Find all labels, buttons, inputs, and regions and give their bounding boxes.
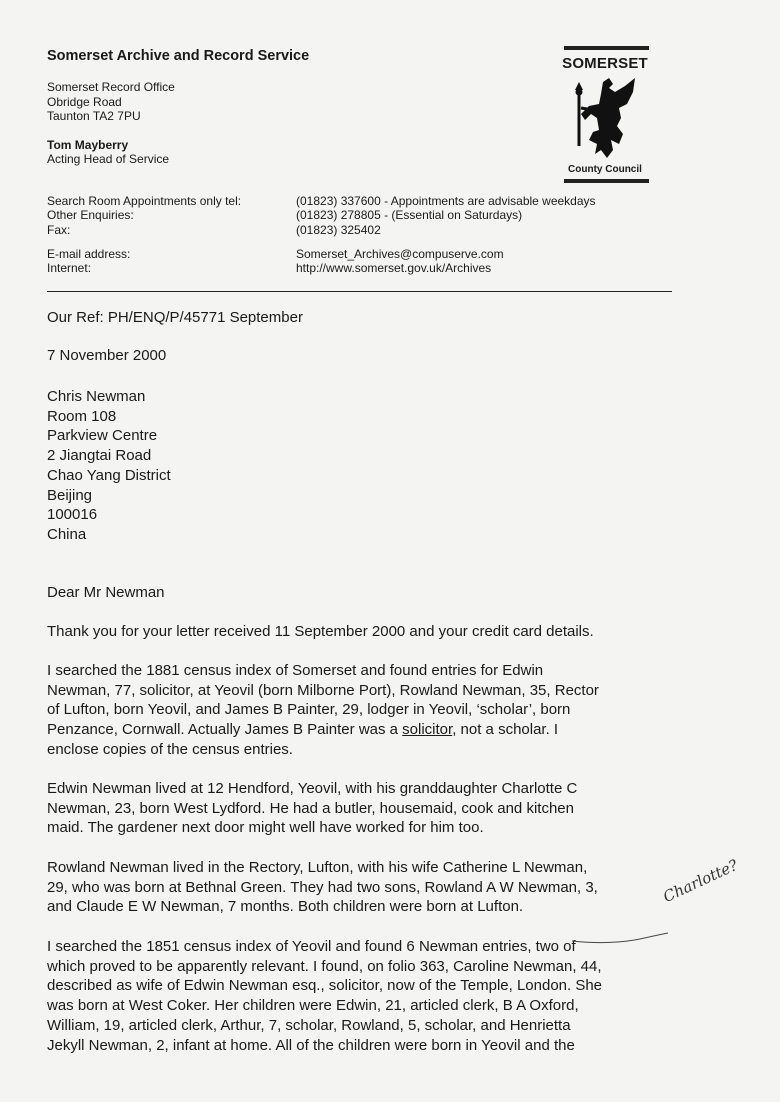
recipient-line: 2 Jiangtai Road — [47, 447, 152, 465]
contact-label: E-mail address: — [47, 246, 131, 261]
paragraph-line: described as wife of Edwin Newman esq., solicitor, now of the Temple, London. She — [47, 977, 603, 995]
paragraph-line — [47, 720, 747, 740]
text-run: , not a scholar. I — [452, 721, 559, 739]
recipient-line: Parkview Centre — [47, 427, 158, 445]
contact-row — [47, 223, 596, 237]
paragraph-line: Jekyll Newman, 2, infant at home. All of the children were born in Yeovil and the — [47, 1036, 575, 1054]
paragraph-line: of Lufton, born Yeovil, and James B Painter, 29, lodger in Yeovil, ‘scholar’, born — [47, 701, 571, 719]
text-run: Penzance, Cornwall. Actually James B Painter was a — [47, 721, 403, 739]
paragraph-edwin — [47, 779, 747, 838]
paragraph-line: maid. The gardener next door might well have worked for him too. — [47, 819, 484, 837]
letter-reference: Our Ref: PH/ENQ/P/45771 September — [47, 309, 303, 326]
paragraph-line: and Claude E W Newman, 7 months. Both children were born at Lufton. — [47, 898, 524, 916]
paragraph-rowland — [47, 855, 747, 917]
handwritten-note: Charlotte? — [660, 855, 741, 906]
contact-value: (01823) 337600 - Appointments are advisable weekdays — [296, 194, 596, 208]
contact-label: Search Room Appointments only tel: — [47, 194, 242, 208]
website-value: http://www.somerset.gov.uk/Archives — [296, 261, 492, 276]
contact-block — [47, 194, 596, 275]
paragraph-line: Edwin Newman lived at 12 Hendford, Yeovil, with his granddaughter Charlotte C — [47, 780, 578, 797]
paragraph-line: I searched the 1851 census index of Yeovil and found 6 Newman entries, two of — [47, 938, 576, 955]
contact-row — [47, 194, 596, 208]
paragraph-line: Newman, 23, born West Lydford. He had a butler, housemaid, cook and kitchen — [47, 799, 574, 817]
underlined-word: solicitor — [402, 721, 453, 739]
contact-value: (01823) 278805 - (Essential on Saturdays) — [296, 208, 523, 223]
somerset-logo — [561, 46, 649, 186]
paragraph-line: William, 19, articled clerk, Arthur, 7, scholar, Rowland, 5, scholar, and Henrietta — [47, 1016, 571, 1034]
recipient-line: 100016 — [47, 506, 98, 524]
paragraph-line: was born at West Coker. Her children were Edwin, 21, articled clerk, B A Oxford, — [47, 997, 579, 1015]
email-value: Somerset_Archives@compuserve.com — [296, 246, 504, 261]
contact-row — [47, 247, 596, 261]
office-address — [47, 80, 175, 124]
logo-subtitle: County Council — [568, 164, 642, 175]
paragraph-1851-census — [47, 937, 747, 1055]
logo-bar — [564, 179, 649, 183]
recipient-line: Chris Newman — [47, 388, 146, 405]
paragraph-line: I searched the 1881 census index of Somerset and found entries for Edwin — [47, 662, 544, 679]
paragraph-thanks — [47, 622, 747, 642]
paragraph-line: Thank you for your letter received 11 September 2000 and your credit card details. — [47, 623, 594, 640]
contact-value: (01823) 325402 — [296, 222, 381, 237]
org-name: Somerset Archive and Record Service — [47, 48, 310, 64]
handwritten-underline — [570, 931, 670, 945]
recipient-line: Beijing — [47, 486, 93, 504]
contact-row — [47, 261, 596, 275]
letter-date: 7 November 2000 — [47, 347, 167, 364]
paragraph-line: Newman, 77, solicitor, at Yeovil (born Milborne Port), Rowland Newman, 35, Rector — [47, 681, 599, 699]
address-line: Obridge Road — [47, 94, 122, 109]
paragraph-1881-census — [47, 661, 747, 760]
recipient-line: Room 108 — [47, 407, 117, 425]
head-of-service-name: Tom Mayberry — [47, 138, 129, 152]
logo-bar — [564, 46, 649, 50]
logo-word: SOMERSET — [562, 55, 648, 72]
paragraph-line: which proved to be apparently relevant. I found, on folio 363, Caroline Newman, 44, — [47, 957, 602, 975]
address-line: Somerset Record Office — [47, 80, 175, 94]
contact-row — [47, 208, 596, 222]
contact-label: Internet: — [47, 261, 92, 276]
paragraph-line: Rowland Newman lived in the Rectory, Lufton, with his wife Catherine L Newman, — [47, 859, 588, 876]
recipient-line: Chao Yang District — [47, 466, 171, 484]
dragon-icon — [569, 74, 641, 162]
contact-label: Fax: — [47, 222, 71, 237]
recipient-line: China — [47, 525, 87, 543]
header-divider — [47, 291, 672, 292]
address-line: Taunton TA2 7PU — [47, 109, 141, 123]
head-of-service-role: Acting Head of Service — [47, 152, 170, 166]
salutation: Dear Mr Newman — [47, 584, 165, 601]
contact-label: Other Enquiries: — [47, 208, 134, 223]
paragraph-line: 29, who was born at Bethnal Green. They had two sons, Rowland A W Newman, 3, — [47, 878, 598, 896]
paragraph-line: enclose copies of the census entries. — [47, 740, 293, 758]
recipient-address — [47, 387, 171, 545]
